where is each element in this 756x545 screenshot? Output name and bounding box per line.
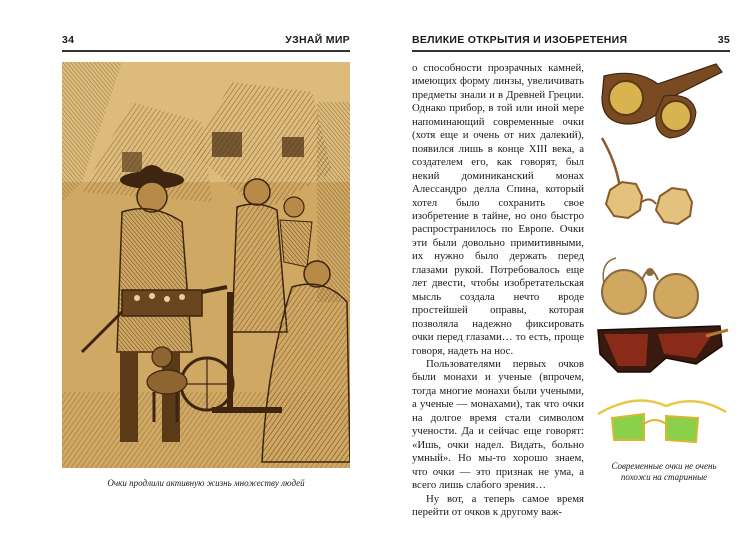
round-pince-nez-icon	[602, 258, 698, 318]
glasses-illustrations	[596, 62, 731, 452]
modern-sunglasses-icon	[598, 326, 728, 372]
engraving-illustration	[62, 62, 350, 468]
glasses-caption: Современные очки не очень похожи на старинные	[611, 461, 717, 482]
right-section-title: ВЕЛИКИЕ ОТКРЫТИЯ И ИЗОБРЕТЕНИЯ	[412, 34, 628, 46]
paragraph-1: о способности прозрачных камней, имеющих форму линзы, увеличивать предметы знали и в Древней Греции. Однако прибор, в той или иной мере напоминающий современные очки (хотя еще и очень от них далекий), появился лишь в конце XIII века, а создателем его, как говорят, был некий доминиканский монах Алессандро делла Спина, который хотел было сохранить свое изобретение в тайне, но оно быстро распространилось по Европе. Очки эти были довольно примитивными, их нужно было держать перед глазами рукой. Потребовалось еще лет двести, чтобы изобретательская мысль создала нечто вроде простейшей оправы, которая позволяла надежно фиксировать очки перед глазами… то есть, проще говоря, надеть на нос.	[412, 62, 584, 357]
right-page-number: 35	[717, 34, 730, 46]
paragraph-3: Ну вот, а теперь самое время перейти от очков к другому важ-	[412, 492, 584, 518]
left-header-rule	[62, 50, 350, 52]
left-section-title: УЗНАЙ МИР	[285, 34, 350, 46]
article-body	[412, 62, 584, 519]
illustration-caption: Очки продлили активную жизнь множеству людей	[107, 478, 305, 488]
paragraph-2: Пользователями первых очков были монахи и ученые (впрочем, тогда многие монахи были учеными, а ученые — монахами), так что очки на долгое время стали символом учености. Да и сейчас еще говорят: «Ишь, очки надел. Видать, больно умный». Но мы-то хорошо знаем, что очки — это признак не ума, а всего лишь слабого зрения…	[412, 357, 584, 492]
left-page-number: 34	[62, 34, 75, 46]
green-goggles-icon	[598, 401, 726, 442]
engraving-spectacle-seller-icon	[62, 62, 350, 468]
octagonal-spectacles-icon	[602, 138, 692, 224]
lorgnette-icon	[602, 64, 722, 138]
right-header-rule	[412, 50, 730, 52]
